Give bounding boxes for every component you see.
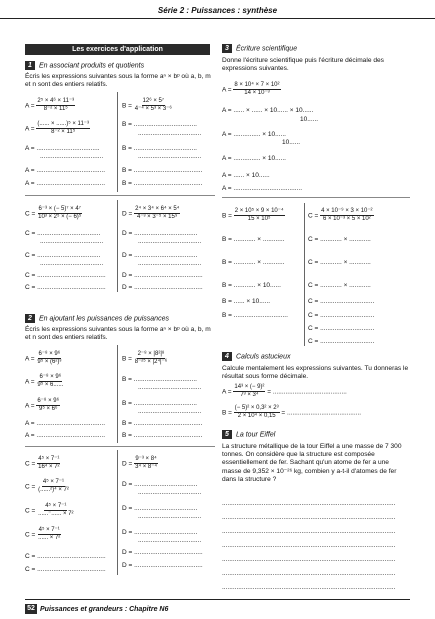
column-divider — [117, 450, 118, 575]
footer-rule — [25, 599, 410, 600]
answer-line: B = ................................... — [122, 400, 197, 407]
expr-2-D: D = $\frac{\text{9⁻³ × 8⁴}}{\text{3⁴ × 8⁻⁴}}$ — [122, 456, 157, 471]
exercise-3-intro: Donne l'écriture scientifique puis l'écriture décimale des expressions suivantes. — [222, 57, 384, 73]
answer-line: B = ................................... — [122, 145, 197, 152]
expr-3-A-step3: A = ............... × 10...... — [222, 155, 286, 162]
answer-line: D = ................................... — [122, 505, 198, 512]
expr-1-A-denominator: 8⁻² × 11⁵ — [43, 106, 68, 113]
page-title: Série 2 : Puissances : synthèse — [157, 6, 278, 15]
exercise-1-heading — [25, 61, 144, 70]
answer-line: D = ...................................... — [122, 284, 203, 291]
exercise-4-title: Calculs astucieux — [236, 353, 291, 361]
exercise-5-title: La tour Eiffel — [236, 431, 276, 439]
expr-1-C: C = $\frac{\text{6⁻³ × (− 5)⁷ × 4⁷}}{\text{10³ × 2⁵ × (− 6)⁵}}$ — [25, 206, 82, 221]
answer-line: B = ...................................... — [122, 180, 203, 187]
answer-line: C = .............................. — [308, 298, 375, 305]
expr-1-A-numerator: 2⁵ × 4⁶ × 11⁻³ — [36, 98, 75, 106]
expr-3-C-step: C = ............ × ............ — [308, 236, 371, 243]
exercise-1-intro: Écris les expressions suivantes sous la forme aⁿ × bᵖ où a, b, m et n sont des entiers relatifs. — [25, 73, 211, 89]
answer-line: ................................................................................................ — [222, 570, 396, 577]
expr-3-A: A = $\frac{\text{8 × 10⁴ × 7 × 10²}}{\text{14 × 10⁻³}}$ — [222, 82, 280, 97]
answer-line: A = ...................................... — [25, 420, 106, 427]
expr-3-C: C = $\frac{\text{4 × 10⁻⁹ × 3 × 10⁻²}}{\text{6 × 10⁻³ × 5 × 10²}}$ — [308, 208, 373, 223]
expr-3-C-step2: C = ............ × ............ — [308, 259, 371, 266]
exercise-5-intro: La structure métallique de la tour Eiffel a une masse de 7 300 tonnes. On considère que la structure est composée essentiellement de fer. Sachant qu'un atome de fer a une masse de 9,352 × 10⁻²⁶ kg, combien y a-t-il d'atomes de fer dans la structure ? — [222, 443, 402, 483]
answer-line: A = ...................................... — [25, 432, 106, 439]
answer-line: A = ...................................... — [25, 167, 106, 174]
answer-line: ................................... — [138, 537, 202, 544]
expr-1-B: B = $\frac{\text{12⁶ × 5⁷}}{\text{4⁻⁴ × 5³ × 3⁻⁶}}$ — [122, 98, 172, 113]
answer-line: D = ................................... — [122, 230, 198, 237]
expr-2-B: B = $\frac{\text{2⁻⁸ × |8²|⁸}}{\text{8⁻²⁵ × |2⁴|⁻⁶}}$ — [122, 351, 168, 366]
page-number: 52 — [25, 604, 37, 614]
expr-2-A-step2: A = $\frac{\text{6⁻⁸ × 9⁶}}{\text{9⁵ × 6⁶}}$ — [25, 398, 60, 413]
answer-line: C = .............................. — [308, 312, 375, 319]
answer-line: ................................... — [40, 238, 104, 245]
expr-2-C: C = $\frac{\text{4⁵ × 7⁻¹}}{\text{16⁴ × 7²}}$ — [25, 456, 60, 471]
answer-line: D = ................................... — [122, 252, 198, 259]
expr-4-A: A = $\frac{\text{14³ × (− 9)²}}{\text{7³ × 3⁴}}$ = ......................................... — [222, 384, 347, 399]
column-divider — [117, 345, 118, 443]
answer-line: D = ................................... — [122, 481, 198, 488]
exercise-2-title: En ajoutant les puissances de puissances — [39, 315, 169, 323]
answer-line: C = .............................. — [308, 338, 375, 345]
expr-2-C-step: C = $\frac{\text{4⁵ × 7⁻¹}}{\text{(......²)⁴ × 7²}}$ — [25, 479, 69, 494]
expr-2-A: A = $\frac{\text{6⁻⁸ × 9⁶}}{\text{9⁵ × (6²)³}}$ — [25, 351, 62, 366]
divider — [222, 197, 410, 198]
expr-1-A: A = $\frac{\text{2⁵ × 4⁶ × 11⁻³}}{\text{8⁻² × 11⁵}}$ — [25, 98, 75, 113]
expr-3-B-result: B = .............................. — [222, 312, 288, 319]
footer-chapter: Puissances et grandeurs : Chapitre N6 — [40, 606, 169, 613]
answer-line: ................................... — [40, 153, 104, 160]
exercise-3-heading: 3 Écriture scientifique — [222, 44, 297, 53]
exercise-2-intro: Écris les expressions suivantes sous la forme aⁿ × bᵖ où a, b, m et n sont des entiers relatifs. — [25, 326, 211, 342]
exercise-1-title: En associant produits et quotients — [39, 62, 145, 70]
expr-1-D: D = $\frac{\text{2⁴ × 3⁴ × 6⁴ × 5⁴}}{\text{4⁻³ × 3⁻⁵ × 15⁹}}$ — [122, 206, 180, 221]
exercise-2-heading: 2 En ajoutant les puissances de puissances — [25, 314, 169, 323]
expr-3-B-step2: B = ............ × ............ — [222, 259, 285, 266]
expr-3-B: B = $\frac{\text{2 × 10⁵ × 9 × 10⁻⁴}}{\text{15 × 10⁵}}$ — [222, 208, 284, 223]
answer-line: ................................... — [138, 153, 202, 160]
answer-line: D = ................................... — [122, 529, 198, 536]
answer-line: ................................... — [138, 384, 202, 391]
expr-1-A-step: A = $\frac{\text{(...... × ......)⁵ × 11⁻³}}{\text{8⁻² × 11⁵}}$ — [25, 121, 89, 136]
answer-line: ................................................................................................ — [222, 556, 396, 563]
answer-line: B = ...................................... — [122, 432, 203, 439]
answer-line: B = ...................................... — [122, 420, 203, 427]
answer-line: C = ................................... — [25, 252, 101, 259]
exercise-4-intro: Calcule mentalement les expressions suivantes. Tu donneras le résultat sous forme décimale. — [222, 365, 409, 381]
answer-line: ................................................................................................ — [222, 542, 396, 549]
answer-line: B = ...................................... — [122, 167, 203, 174]
answer-line: ................................................................................................ — [222, 500, 396, 507]
answer-line: C = ...................................... — [25, 272, 106, 279]
answer-line: C = ...................................... — [25, 284, 106, 291]
expr-3-C-step3: C = ............ × ............ — [308, 282, 371, 289]
column-divider — [117, 92, 118, 192]
expr-3-A-step-den: 10...... — [300, 116, 319, 123]
answer-line: ................................... — [138, 489, 202, 496]
exercise-4-heading: 4 Calculs astucieux — [222, 352, 290, 361]
title-rule — [0, 18, 435, 19]
answer-line: ................................... — [138, 513, 202, 520]
expr-2-A-step: A = $\frac{\text{6⁻⁸ × 9⁶}}{\text{9⁵ × 6......}}$ — [25, 374, 64, 389]
expr-3-B-step4: B = ...... × 10...... — [222, 298, 271, 305]
answer-line: C = ...................................... — [25, 566, 106, 573]
answer-line: D = ...................................... — [122, 272, 203, 279]
expr-4-B: B = $\frac{\text{(− 5)² × 0,3² × 2³}}{\text{2 × 10⁴ × 0,15}}$ = ......................................... — [222, 405, 362, 420]
exercise-3-title: Écriture scientifique — [236, 45, 298, 53]
expr-3-A-result: A = ...................................... — [222, 185, 303, 192]
divider — [25, 195, 215, 196]
answer-line: A = ...................................... — [25, 180, 106, 187]
section-banner: Les exercices d'application — [25, 44, 210, 55]
expr-1-B-step: B = ................................... — [122, 121, 197, 128]
expr-2-C-step2: C = $\frac{\text{4⁵ × 7⁻¹}}{\text{......⁻...... × 7²}}$ — [25, 503, 74, 518]
answer-line: B = ................................... — [122, 376, 197, 383]
answer-line: ................................... — [138, 260, 202, 267]
expr-1-B-denominator: 4⁻⁴ × 5³ × 3⁻⁶ — [134, 106, 172, 113]
answer-line: ................................... — [138, 238, 202, 245]
column-divider — [117, 200, 118, 292]
exercise-1-number: 1 — [25, 61, 35, 70]
answer-line: C = ...................................... — [25, 553, 106, 560]
answer-line: ................................... — [40, 260, 104, 267]
answer-line: D = ...................................... — [122, 549, 203, 556]
answer-line: ................................... — [138, 408, 202, 415]
expr-3-A-step2: A = ............... × 10...... — [222, 131, 286, 138]
column-divider — [304, 203, 305, 346]
expr-3-B-step: B = ............ × ............ — [222, 236, 285, 243]
answer-line: C = ................................... — [25, 230, 101, 237]
exercise-5-heading: 5 La tour Eiffel — [222, 430, 275, 439]
expr-3-A-step2-den: 10...... — [282, 139, 301, 146]
expr-3-B-step3: B = ............ × 10...... — [222, 282, 281, 289]
answer-line: ................................................................................................ — [222, 584, 396, 591]
answer-line: D = ...................................... — [122, 562, 203, 569]
expr-2-C-step3: C = $\frac{\text{4⁵ × 7⁻¹}}{\text{...... × 7²}}$ — [25, 527, 61, 542]
expr-3-A-step4: A = ...... × 10...... — [222, 172, 270, 179]
expr-1-B-step-den: ................................... — [138, 130, 202, 137]
answer-line: C = .............................. — [308, 325, 375, 332]
answer-line: ................................................................................................ — [222, 514, 396, 521]
divider — [25, 446, 215, 447]
answer-line: ................................................................................................ — [222, 528, 396, 535]
expr-3-A-step: A = ...... × ...... × 10...... × 10...... — [222, 107, 314, 114]
expr-1-B-numerator: 12⁶ × 5⁷ — [142, 98, 166, 106]
answer-line: A = ................................... — [25, 145, 100, 152]
